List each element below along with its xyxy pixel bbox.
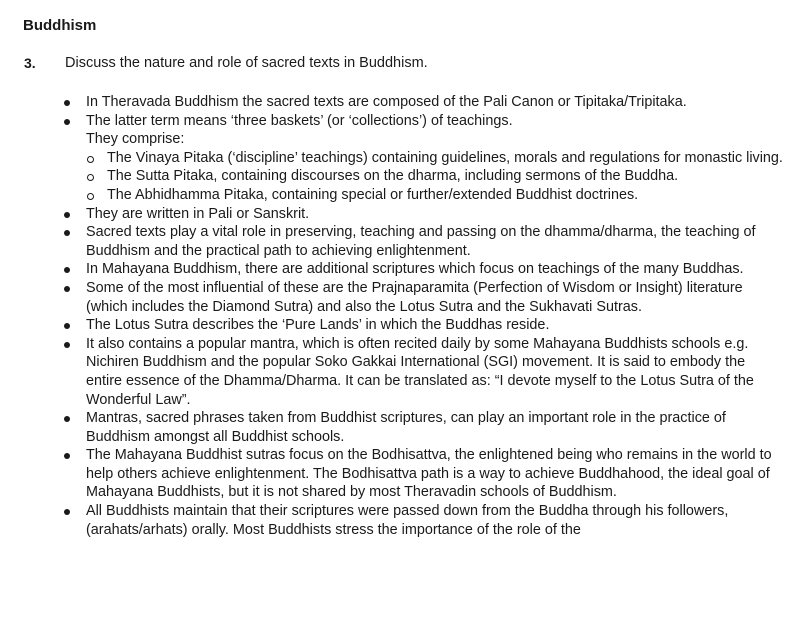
sub-list <box>86 149 784 205</box>
list-item: Sacred texts play a vital role in preserving, teaching and passing on the dhamma/dharma, the teaching of Buddhism and the practical path to achieving enlightenment. <box>60 223 784 260</box>
list-item: They are written in Pali or Sanskrit. <box>60 205 784 224</box>
list-item <box>60 112 784 205</box>
sub-list-item: The Vinaya Pitaka (‘discipline’ teachings) containing guidelines, morals and regulations for monastic living. <box>86 149 784 168</box>
list-item: It also contains a popular mantra, which is often recited daily by some Mahayana Buddhists schools e.g. Nichiren Buddhism and the popular Soko Gakkai International (SGI) movement. It is said to embody the entire essence of the Dhamma/Dharma. It can be translated as: “I devote myself to the Lotus Sutra of the Wonderful Law”. <box>60 335 784 409</box>
sub-list-item: The Abhidhamma Pitaka, containing special or further/extended Buddhist doctrines. <box>86 186 784 205</box>
answer-list <box>60 93 784 539</box>
section-heading: Buddhism <box>23 17 97 34</box>
list-item: The Lotus Sutra describes the ‘Pure Lands’ in which the Buddhas reside. <box>60 316 784 335</box>
list-item: In Mahayana Buddhism, there are additional scriptures which focus on teachings of the many Buddhas. <box>60 260 784 279</box>
sub-list-item: The Sutta Pitaka, containing discourses on the dharma, including sermons of the Buddha. <box>86 167 784 186</box>
list-item: Mantras, sacred phrases taken from Buddhist scriptures, can play an important role in the practice of Buddhism amongst all Buddhist schools. <box>60 409 784 446</box>
comprise-intro: They comprise: <box>86 131 185 148</box>
list-item: The Mahayana Buddhist sutras focus on the Bodhisattva, the enlightened being who remains in the world to help others achieve enlightenment. The Bodhisattva path is a way to achieve Buddhahood, the ideal goal of Mahayana Buddhists, but it is not shared by most Theravadin schools of Buddhism. <box>60 446 784 502</box>
list-item: All Buddhists maintain that their scriptures were passed down from the Buddha through his followers, (arahats/arhats) orally. Most Buddhists stress the importance of the role of the <box>60 502 784 539</box>
list-item: Some of the most influential of these are the Prajnaparamita (Perfection of Wisdom or Insight) literature (which includes the Diamond Sutra) and also the Lotus Sutra and the Sukhavati Sutras. <box>60 279 784 316</box>
list-item-text: The latter term means ‘three baskets’ (or ‘collections’) of teachings. <box>86 112 513 129</box>
list-item: In Theravada Buddhism the sacred texts are composed of the Pali Canon or Tipitaka/Tripitaka. <box>60 93 784 112</box>
question-number: 3. <box>24 55 36 71</box>
question-text: Discuss the nature and role of sacred texts in Buddhism. <box>65 55 428 71</box>
